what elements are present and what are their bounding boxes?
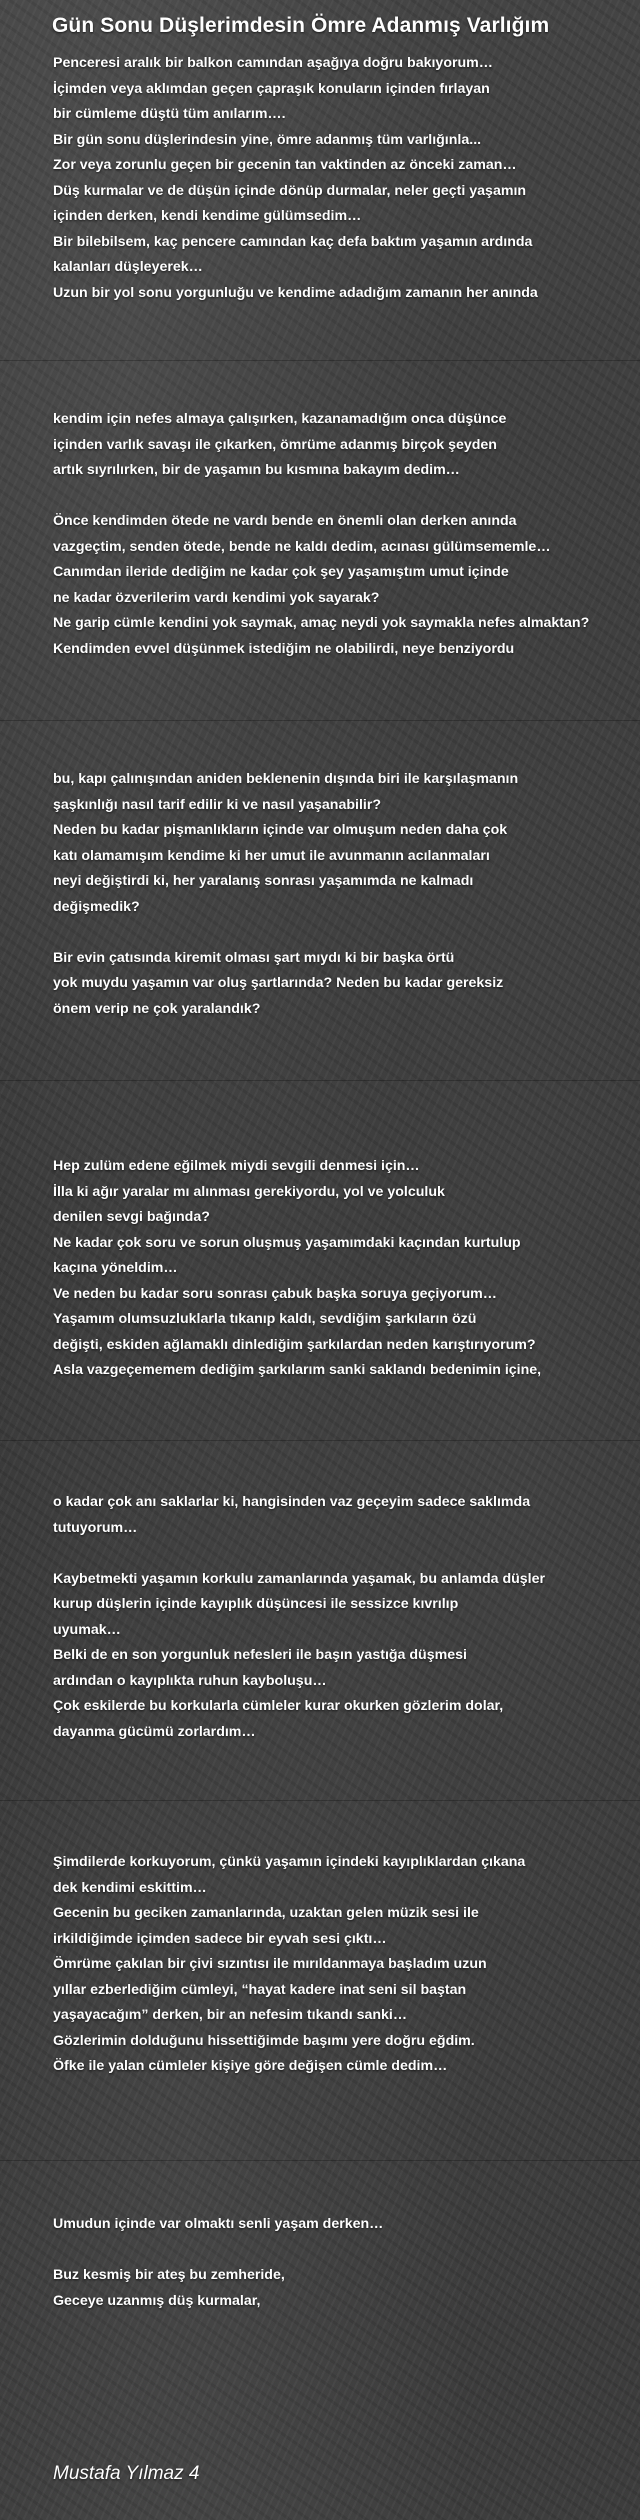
poem-line: irkildiğimde içimden sadece bir eyvah sesi çıktı… bbox=[53, 1930, 387, 1947]
section-divider bbox=[0, 1440, 640, 1441]
poem-line: Şimdilerde korkuyorum, çünkü yaşamın içindeki kayıplıklardan çıkana bbox=[53, 1854, 526, 1870]
poem-title: Gün Sonu Düşlerimdesin Ömre Adanmış Varlığım bbox=[52, 14, 550, 37]
poem-line: ne kadar özverilerim vardı kendimi yok sayarak? bbox=[53, 589, 380, 606]
poem-line: katı olamamışım kendime ki her umut ile avunmanın acılanmaları bbox=[53, 847, 490, 864]
poem-line bbox=[53, 1541, 545, 1567]
stanza-lines bbox=[53, 2212, 383, 2314]
poem-line: İçimden veya aklımdan geçen çapraşık konuların içinden fırlayan bbox=[53, 80, 490, 97]
stanza-lines bbox=[53, 407, 589, 662]
stanza-lines bbox=[53, 1850, 525, 2080]
stanza-lines bbox=[53, 51, 538, 306]
poem-line bbox=[53, 920, 518, 946]
poem-line: yıllar ezberlediğim cümleyi, “hayat kadere inat seni sil baştan bbox=[53, 1981, 467, 1998]
poem-line: tutuyorum… bbox=[53, 1519, 138, 1536]
poem-line: bir cümleme düştü tüm anılarım…. bbox=[53, 106, 286, 122]
poem-line: Ne garip cümle kendini yok saymak, amaç neydi yok saymakla nefes almaktan? bbox=[53, 615, 590, 631]
poem-line: neyi değiştirdi ki, her yaralanış sonrası yaşamımda ne kalmadı bbox=[53, 873, 474, 889]
poem-line: kendim için nefes almaya çalışırken, kazanamadığım onca düşünce bbox=[53, 411, 507, 427]
poem-line: kurup düşlerin içinde kayıplık düşüncesi ile sessizce kıvrılıp bbox=[53, 1596, 459, 1612]
poem-line bbox=[53, 484, 589, 510]
poem-line: Bir gün sonu düşlerindesin yine, ömre adanmış tüm varlığınla... bbox=[53, 131, 482, 148]
section-divider bbox=[0, 1080, 640, 1081]
poem-line: artık sıyrılırken, bir de yaşamın bu kısmına bakayım dedim… bbox=[53, 462, 460, 478]
poem-line: Neden bu kadar pişmanlıkların içinde var olmuşum neden daha çok bbox=[53, 822, 508, 838]
poem-line: şaşkınlığı nasıl tarif edilir ki ve nasıl yaşanabilir? bbox=[53, 796, 382, 813]
poem-line: Penceresi aralık bir balkon camından aşağıya doğru bakıyorum… bbox=[53, 55, 493, 71]
poem-line: Belki de en son yorgunluk nefesleri ile başın yastığa düşmesi bbox=[53, 1647, 467, 1663]
poem-line: o kadar çok anı saklarlar ki, hangisinden vaz geçeyim sadece saklımda bbox=[53, 1494, 531, 1510]
section-divider bbox=[0, 2160, 640, 2161]
stanza-lines bbox=[53, 767, 518, 1022]
poem-line: kalanları düşleyerek… bbox=[53, 259, 203, 275]
poem-line: dek kendimi eskittim… bbox=[53, 1879, 207, 1896]
poem-line: Geceye uzanmış düş kurmalar, bbox=[53, 2292, 261, 2309]
stanza-lines bbox=[53, 1154, 541, 1384]
poem-line: Canımdan ileride dediğim ne kadar çok şey yaşamıştım umut içinde bbox=[53, 564, 509, 580]
poem-line: uyumak… bbox=[53, 1621, 121, 1638]
poem-line: Ne kadar çok soru ve sorun oluşmuş yaşamımdaki kaçından kurtulup bbox=[53, 1234, 521, 1251]
poem-line: Uzun bir yol sonu yorgunluğu ve kendime adadığım zamanın her anında bbox=[53, 284, 538, 301]
poem-line: Yaşamım olumsuzluklarla tıkanıp kaldı, sevdiğim şarkıların özü bbox=[53, 1311, 477, 1327]
poem-line: İlla ki ağır yaralar mı alınması gerekiyordu, yol ve yolculuk bbox=[53, 1183, 445, 1200]
poem-line: Buz kesmiş bir ateş bu zemheride, bbox=[53, 2267, 285, 2283]
poem-line: Kaybetmekti yaşamın korkulu zamanlarında yaşamak, bu anlamda düşler bbox=[53, 1570, 546, 1587]
poem-line: Bir evin çatısında kiremit olması şart mıydı ki bir başka örtü bbox=[53, 949, 455, 966]
poem-line: Zor veya zorunlu geçen bir gecenin tan vaktinden az önceki zaman… bbox=[53, 157, 517, 173]
poem-line: Kendimden evvel düşünmek istediğim ne olabilirdi, neye benziyordu bbox=[53, 640, 515, 657]
poem-line: Hep zulüm edene eğilmek miydi sevgili denmesi için… bbox=[53, 1158, 420, 1174]
poem-line: önem verip ne çok yaralandık? bbox=[53, 1000, 261, 1017]
poem-line: Ömrüme çakılan bir çivi sızıntısı ile mırıldanmaya başladım uzun bbox=[53, 1956, 487, 1972]
poem-line: kaçına yöneldim… bbox=[53, 1260, 178, 1276]
poem-line: değişti, eskiden ağlamaklı dinlediğim şarkılardan neden karıştırıyorum? bbox=[53, 1336, 536, 1353]
poem-line: dayanma gücümü zorlardım… bbox=[53, 1723, 256, 1740]
section-divider bbox=[0, 1800, 640, 1801]
poem-line: Düş kurmalar ve de düşün içinde dönüp durmalar, neler geçti yaşamın bbox=[53, 182, 527, 199]
poem-line: değişmedik? bbox=[53, 898, 140, 915]
poem-line: Gecenin bu geciken zamanlarında, uzaktan gelen müzik sesi ile bbox=[53, 1905, 479, 1921]
poem-line: Umudun içinde var olmaktı senli yaşam derken… bbox=[53, 2216, 384, 2232]
poem-line: denilen sevgi bağında? bbox=[53, 1209, 210, 1225]
poem-line: yok muydu yaşamın var oluş şartlarında? Neden bu kadar gereksiz bbox=[53, 975, 504, 991]
stanza-lines bbox=[53, 1490, 545, 1745]
poem-author: Mustafa Yılmaz 4 bbox=[53, 2463, 200, 2484]
poem-line: vazgeçtim, senden ötede, bende ne kaldı dedim, acınası gülümsememle… bbox=[53, 538, 551, 555]
section-divider bbox=[0, 720, 640, 721]
poem-line: bu, kapı çalınışından aniden beklenenin dışında biri ile karşılaşmanın bbox=[53, 771, 519, 787]
poem-line: Ve neden bu kadar soru sonrası çabuk başka soruya geçiyorum… bbox=[53, 1285, 497, 1302]
poem-line: içinden derken, kendi kendime gülümsedim… bbox=[53, 208, 362, 224]
poem-line: Bir bilebilsem, kaç pencere camından kaç defa baktım yaşamın ardında bbox=[53, 233, 533, 250]
section-divider bbox=[0, 360, 640, 361]
poem-line: Çok eskilerde bu korkularla cümleler kurar okurken gözlerim dolar, bbox=[53, 1698, 504, 1714]
poem-line: Önce kendimden ötede ne vardı bende en önemli olan derken anında bbox=[53, 513, 517, 529]
poem-line: ardından o kayıplıkta ruhun kayboluşu… bbox=[53, 1672, 327, 1689]
poem-line: Öfke ile yalan cümleler kişiye göre değişen cümle dedim… bbox=[53, 2058, 448, 2074]
poem-line: yaşayacağım” derken, bir an nefesim tıkandı sanki… bbox=[53, 2007, 408, 2023]
poem-line bbox=[53, 2238, 383, 2264]
poem-line: Asla vazgeçememem dediğim şarkılarım sanki saklandı bedenimin içine, bbox=[53, 1362, 542, 1378]
poem-line: Gözlerimin dolduğunu hissettiğimde başımı yere doğru eğdim. bbox=[53, 2032, 475, 2049]
poem-line: içinden varlık savaşı ile çıkarken, ömrüme adanmış birçok şeyden bbox=[53, 436, 497, 453]
